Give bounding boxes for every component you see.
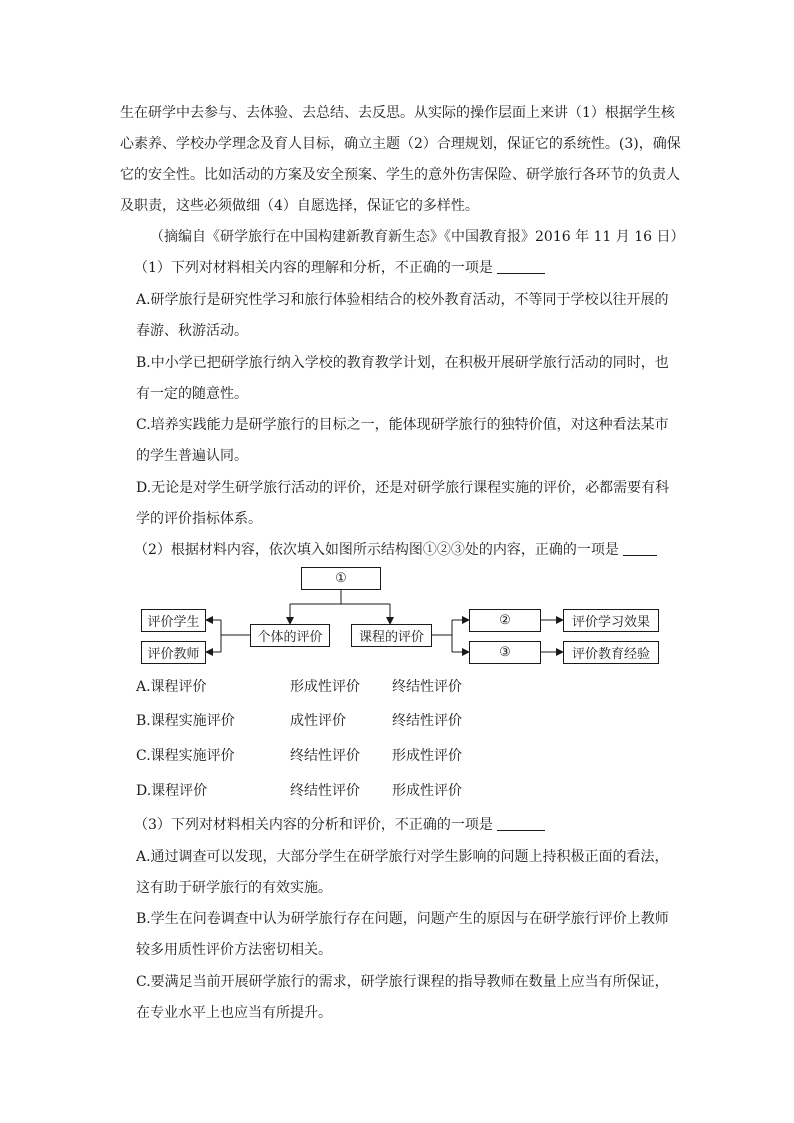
q2-option-a-col1: A.课程评价 bbox=[136, 679, 207, 695]
q2-option-a-col3: 终结性评价 bbox=[392, 679, 462, 695]
q3-option-b-line2: 较多用质性评价方法密切相关。 bbox=[136, 942, 332, 958]
passage-line: 及职责，这些必须做细（4）自愿选择，保证它的多样性。 bbox=[120, 198, 479, 214]
diagram-box-evaluate-teachers: 评价教师 bbox=[141, 641, 206, 664]
diagram-box-slot-3: ③ bbox=[469, 641, 541, 664]
q1-option-c-line2: 的学生普遍认同。 bbox=[136, 448, 248, 464]
q2-option-d-col2: 终结性评价 bbox=[290, 783, 360, 799]
q1-option-d-line2: 学的评价指标体系。 bbox=[136, 511, 262, 527]
q1-option-b-line1: B.中小学已把研学旅行纳入学校的教育教学计划，在积极开展研学旅行活动的同时，也 bbox=[136, 355, 669, 371]
q3-option-b-line1: B.学生在问卷调查中认为研学旅行存在问题，问题产生的原因与在研学旅行评价上教师 bbox=[136, 911, 669, 927]
q1-option-b-line2: 有一定的随意性。 bbox=[136, 386, 248, 402]
diagram-box-evaluate-educational-experience: 评价教育经验 bbox=[563, 641, 659, 664]
q3-option-c-line2: 在专业水平上也应当有所提升。 bbox=[136, 1005, 332, 1021]
diagram-box-evaluate-students: 评价学生 bbox=[141, 609, 206, 632]
q2-option-c-col1: C.课程实施评价 bbox=[136, 748, 235, 764]
question-1-text: （1）下列对材料相关内容的理解和分析，不正确的一项是 bbox=[134, 260, 493, 276]
passage-line: 它的安全性。比如活动的方案及安全预案、学生的意外伤害保险、研学旅行各环节的负责人 bbox=[120, 167, 680, 183]
q1-option-a-line1: A.研学旅行是研究性学习和旅行体验相结合的校外教育活动，不等同于学校以往开展的 bbox=[136, 292, 669, 308]
diagram-box-slot-1: ① bbox=[301, 567, 381, 590]
answer-blank[interactable] bbox=[497, 816, 545, 831]
q1-option-a-line2: 春游、秋游活动。 bbox=[136, 323, 248, 339]
q2-option-b-col1: B.课程实施评价 bbox=[136, 713, 235, 729]
q3-option-a-line1: A.通过调查可以发现，大部分学生在研学旅行对学生影响的问题上持积极正面的看法， bbox=[136, 849, 669, 865]
question-2-text: （2）根据材料内容，依次填入如图所示结构图①②③处的内容，正确的一项是 bbox=[134, 542, 619, 558]
diagram-box-course-evaluation: 课程的评价 bbox=[351, 624, 432, 647]
q2-option-d-col1: D.课程评价 bbox=[136, 783, 208, 799]
passage-line: 生在研学中去参与、去体验、去总结、去反思。从实际的操作层面上来讲（1）根据学生核 bbox=[120, 105, 675, 121]
q3-option-a-line2: 这有助于研学旅行的有效实施。 bbox=[136, 880, 332, 896]
q1-option-d-line1: D.无论是对学生研学旅行活动的评价，还是对研学旅行课程实施的评价，必都需要有科 bbox=[136, 480, 670, 496]
question-3-stem bbox=[134, 815, 545, 835]
q1-option-c-line1: C.培养实践能力是研学旅行的目标之一，能体现研学旅行的独特价值，对这种看法某市 bbox=[136, 417, 669, 433]
q2-option-c-col2: 终结性评价 bbox=[290, 748, 360, 764]
q3-option-c-line1: C.要满足当前开展研学旅行的需求，研学旅行课程的指导教师在数量上应当有所保证， bbox=[136, 974, 669, 990]
q2-option-b-col2: 成性评价 bbox=[290, 713, 346, 729]
passage-source: （摘编自《研学旅行在中国构建新教育新生态》《中国教育报》2016 年 11 月 16 日） bbox=[150, 229, 685, 245]
q2-option-a-col2: 形成性评价 bbox=[290, 679, 360, 695]
q2-option-b-col3: 终结性评价 bbox=[392, 713, 462, 729]
diagram-box-evaluate-learning-effect: 评价学习效果 bbox=[563, 609, 659, 632]
passage-line: 心素养、学校办学理念及育人目标，确立主题（2）合理规划，保证它的系统性。(3)，确保 bbox=[120, 136, 681, 152]
question-3-text: （3）下列对材料相关内容的分析和评价，不正确的一项是 bbox=[134, 817, 493, 833]
diagram-box-individual-evaluation: 个体的评价 bbox=[250, 624, 330, 647]
q2-option-d-col3: 形成性评价 bbox=[392, 783, 462, 799]
q2-option-c-col3: 形成性评价 bbox=[392, 748, 462, 764]
diagram-box-slot-2: ② bbox=[469, 609, 541, 632]
